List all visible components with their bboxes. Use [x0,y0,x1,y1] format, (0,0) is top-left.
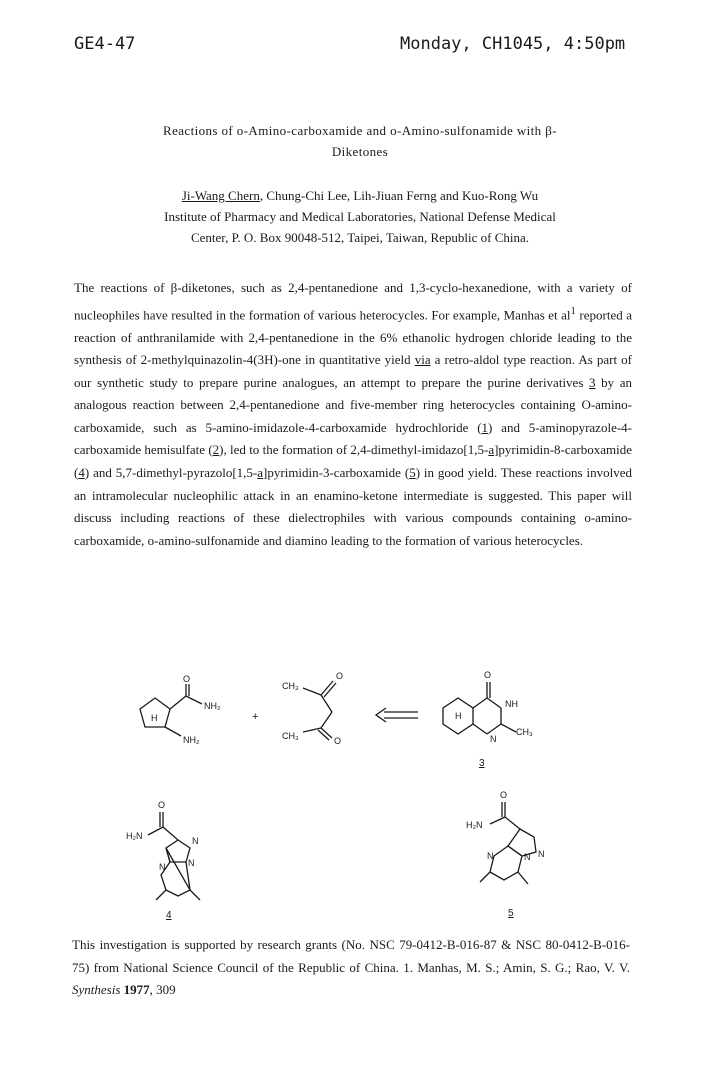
product-5 [466,790,545,919]
pentanedione [282,671,343,746]
abstract-text: The reactions of β-diketones, such as 2,4-pentanedione and 1,3-cyclo-hexanedione, with a variety of nucleophiles have resulted in the formation of various heterocycles. For example, Manhas et al [74,280,632,322]
bond [487,724,501,734]
bond [473,724,487,734]
affiliation-line-1: Institute of Pharmacy and Medical Laboratories, National Defense Medical [164,209,556,224]
bond [321,712,332,728]
footnote-text: This investigation is supported by research grants (No. NSC 79-0412-B-016-87 & NSC 80-0412-B-016-75) from National Science Council of the Republic of China. 1. Manhas, M. S.; Amin, S. G.; Rao, V. V. [72,937,630,975]
nh-label: NH [505,699,518,709]
abstract-text: ]pyrimidin-8-carboxamide ( [74,442,632,481]
ring-locant-a: a [257,465,264,481]
citation-superscript: 1 [570,304,576,317]
compound-ref-5: 5 [409,465,416,481]
oxygen-label: O [158,800,166,810]
n-label: N [188,858,195,868]
compound-ref-3: 3 [589,374,596,390]
abstract-text: reported a reaction of anthranilamide with 2,4-pentanedione in the 6% ethanolic hydrogen chloride leading to the synthesis of 2-methylquinazolin-4(3H)-one in quantitative yield [74,306,632,368]
bond [156,890,166,900]
abstract-body [74,277,632,552]
compound-label-5: 5 [508,908,514,919]
arrow-head [376,708,386,722]
bond [303,688,321,695]
abstract-text: a retro-aldol type reaction. As part of our synthetic study to prepare purine analogues, an attempt to prepare the purine derivatives [74,352,632,390]
bond [148,827,163,835]
ring-h-label: H [455,711,462,721]
pyrimidine-ring [490,846,522,880]
bond [480,872,490,882]
abstract-text: ), led to the formation of 2,4-dimethyl-imidazo[1,5- [219,442,489,458]
n-label: N [538,849,545,859]
funding-and-reference [72,934,630,1002]
plus-sign: + [252,711,259,723]
bond [518,872,528,884]
ring-locant-a: a [488,442,495,458]
presenting-author: Ji-Wang Chern [181,188,260,203]
bond [165,727,181,736]
product-3 [443,670,533,769]
oxygen-label: O [336,671,344,681]
co-authors: , Chung-Chi Lee, Lih-Jiuan Ferng and Kuo-Rong Wu [259,188,539,203]
bond [490,817,505,824]
n-label: N [487,851,494,861]
pyrazole-ring [508,829,536,856]
pyrimidine-ring [161,848,190,896]
paper-title [100,120,620,162]
abstract-code: GE4-47 [74,34,136,54]
oxygen-label: O [484,670,492,680]
affiliation-line-2: Center, P. O. Box 90048-512, Taipei, Taiwan, Republic of China. [190,230,530,245]
bond [487,698,501,708]
methyl-label: CH₃ [282,731,299,741]
n-label: N [490,734,497,744]
bond [321,728,332,738]
compound-ref-1: 1 [481,419,489,435]
bond [186,696,202,704]
retro-arrow [376,708,418,722]
abstract-text: ) in good yield. These reactions involved an intramolecular nucleophilic attack in an enamino-ketone intermediate is suggested. This paper will discuss including reactions of these dielectrophiles with various compounds containing o-amino-carboxamide, o-amino-sulfonamide and diamino leading to the formation of various heterocycles. [74,465,632,548]
reactant-amino-carboxamide [140,674,221,745]
n-label: N [524,852,531,862]
bond [501,724,516,732]
amide-nh2-label: NH₂ [204,701,221,711]
session-info: Monday, CH1045, 4:50pm [400,34,626,54]
compound-ref-4: 4 [78,465,85,481]
journal-year: 1977 [120,982,150,997]
bond [190,890,200,900]
methyl-label: CH₃ [282,681,299,691]
compound-label-3: 3 [479,758,485,769]
reaction-scheme [0,662,704,927]
oxygen-label: O [183,674,191,684]
ring-h-label: H [151,713,158,723]
bond [473,698,487,708]
journal-name: Synthesis [72,982,121,997]
n-label: N [159,862,166,872]
title-line-2: Diketones [331,144,389,159]
bond [505,817,520,829]
n-label: N [192,836,199,846]
abstract-text: by an analogous reaction between 2,4-pentanedione and five-member ring heterocycles containing O-amino-carboxamide, such as 5-amino-imidazole-4-carboxamide hydrochloride ( [74,374,632,435]
via-underlined: via [414,352,431,368]
amino-nh2-label: NH₂ [183,735,200,745]
bond [318,730,329,740]
author-block [60,185,660,248]
h2n-label: H₂N [466,820,483,830]
title-line-1: Reactions of o-Amino-carboxamide and o-Amino-sulfonamide with β- [163,123,557,138]
bond [170,696,186,709]
abstract-text: ) and 5,7-dimethyl-pyrazolo[1,5- [84,465,258,481]
author-line [60,185,660,206]
compound-label-4: 4 [166,910,172,921]
oxygen-label: O [500,790,508,800]
bond [163,827,178,840]
abstract-text: ) and 5-aminopyrazole-4-carboxamide hemisulfate ( [74,419,632,458]
product-4 [126,800,200,921]
journal-pages: , 309 [149,982,176,997]
bond [321,695,332,712]
oxygen-label: O [334,736,342,746]
compound-ref-2: 2 [212,442,220,458]
h2n-label: H₂N [126,831,143,841]
methyl-label: CH₃ [516,727,533,737]
abstract-text: ]pyrimidin-3-carboxamide ( [263,465,410,481]
